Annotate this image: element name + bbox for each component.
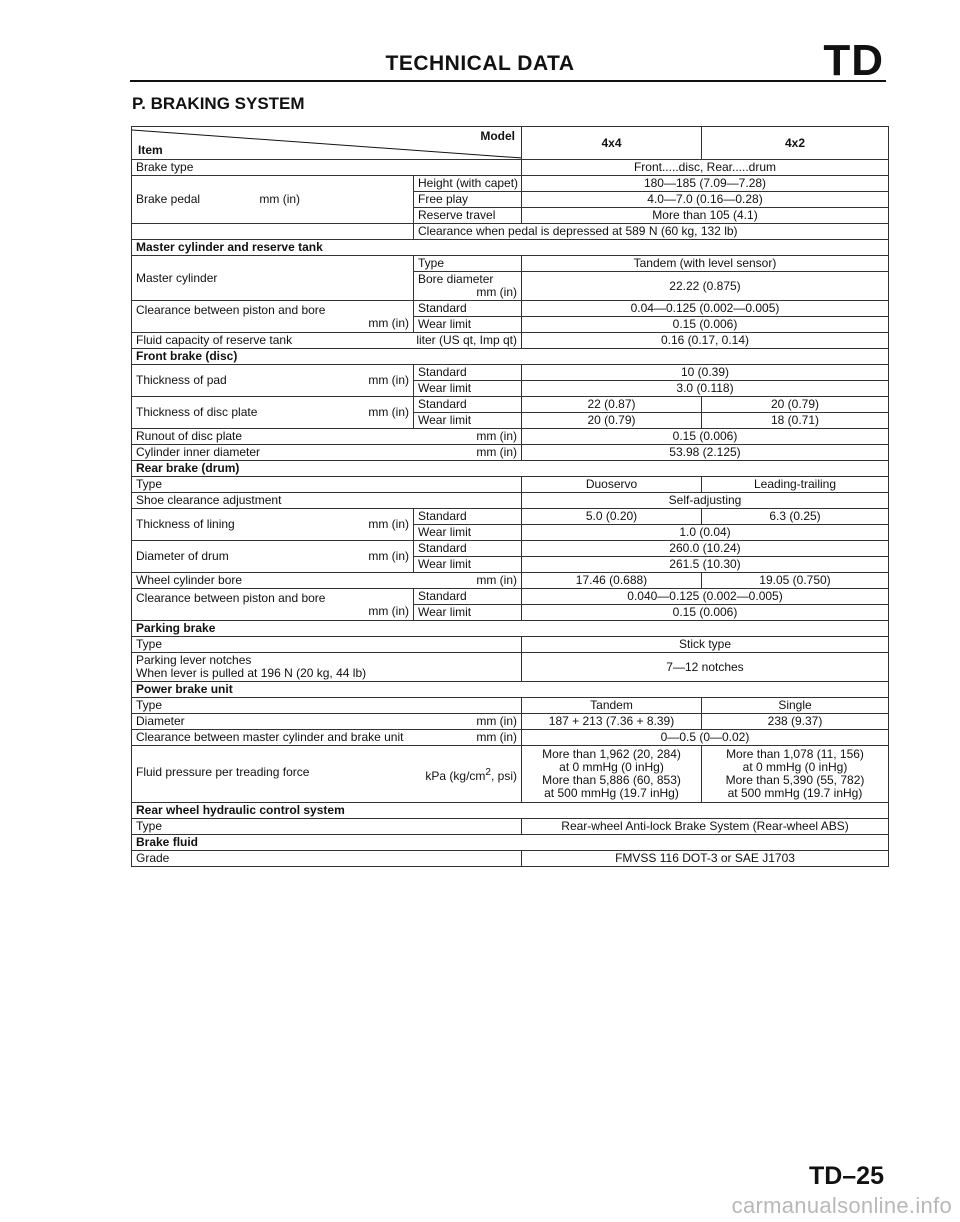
section-row — [132, 461, 889, 477]
section-row — [132, 803, 889, 819]
sub-label: Wear limit — [414, 381, 522, 397]
section-label: Rear wheel hydraulic control system — [132, 803, 889, 819]
table-header-row — [132, 127, 889, 160]
table-row — [132, 637, 889, 653]
value-4x2: 20 (0.79) — [702, 397, 889, 413]
value-4x4: Tandem — [522, 698, 702, 714]
row-label: Diameter mm (in) — [132, 714, 522, 730]
row-label: Runout of disc plate mm (in) — [132, 429, 522, 445]
row-value: 0—0.5 (0—0.02) — [522, 730, 889, 746]
row-label: Master cylinder — [132, 256, 414, 301]
section-label: Parking brake — [132, 621, 889, 637]
row-label: Type — [132, 698, 522, 714]
section-heading: P. BRAKING SYSTEM — [132, 94, 305, 113]
table-row — [132, 653, 889, 682]
value-4x4: 187 + 213 (7.36 + 8.39) — [522, 714, 702, 730]
section-label: Rear brake (drum) — [132, 461, 889, 477]
diagonal-divider — [132, 127, 522, 160]
value-4x2: 19.05 (0.750) — [702, 573, 889, 589]
table-row — [132, 730, 889, 746]
value-4x4: 5.0 (0.20) — [522, 509, 702, 525]
row-value: Tandem (with level sensor) — [522, 256, 889, 272]
row-value: 7—12 notches — [522, 653, 889, 682]
row-label: Clearance between piston and bore mm (in) — [132, 589, 414, 621]
row-label: Grade — [132, 851, 522, 867]
col-4x2: 4x2 — [702, 127, 889, 160]
sub-label: Standard — [414, 301, 522, 317]
sub-label: Wear limit — [414, 413, 522, 429]
value-4x4: More than 1,962 (20, 284) at 0 mmHg (0 inHg) More than 5,886 (60, 853) at 500 mmHg (19.7 inHg) — [522, 746, 702, 803]
value-4x2: Single — [702, 698, 889, 714]
row-value: 0.16 (0.17, 0.14) — [522, 333, 889, 349]
row-label: Fluid capacity of reserve tank liter (US qt, Imp qt) — [132, 333, 522, 349]
row-value: Front.....disc, Rear.....drum — [522, 160, 889, 176]
value-4x2: 18 (0.71) — [702, 413, 889, 429]
row-value: 0.15 (0.006) — [522, 605, 889, 621]
row-label: Type — [132, 637, 522, 653]
table-row — [132, 429, 889, 445]
row-value: Stick type — [522, 637, 889, 653]
value-4x4: Duoservo — [522, 477, 702, 493]
value-4x2: More than 1,078 (11, 156) at 0 mmHg (0 inHg) More than 5,390 (55, 782) at 500 mmHg (19.7 inHg) — [702, 746, 889, 803]
watermark: carmanualsonline.info — [731, 1193, 952, 1218]
sub-label: Standard — [414, 589, 522, 605]
table-row — [132, 445, 889, 461]
section-label: Brake fluid — [132, 835, 889, 851]
table-row — [132, 176, 889, 192]
table-row — [132, 477, 889, 493]
row-value: 260.0 (10.24) — [522, 541, 889, 557]
row-label: Diameter of drum mm (in) — [132, 541, 414, 573]
row-value: 0.04—0.125 (0.002—0.005) — [522, 301, 889, 317]
row-value: 22.22 (0.875) — [522, 272, 889, 301]
table-row — [132, 746, 889, 803]
sub-label: Wear limit — [414, 557, 522, 573]
row-value: 1.0 (0.04) — [522, 525, 889, 541]
page-title: TECHNICAL DATA — [385, 52, 575, 75]
section-label: Front brake (disc) — [132, 349, 889, 365]
value-4x4: 22 (0.87) — [522, 397, 702, 413]
table-row — [132, 397, 889, 413]
value-4x4: 20 (0.79) — [522, 413, 702, 429]
sub-label: Reserve travel — [414, 208, 522, 224]
col-4x4: 4x4 — [522, 127, 702, 160]
sub-label: Standard — [414, 397, 522, 413]
row-label: Thickness of pad mm (in) — [132, 365, 414, 397]
row-value: 0.15 (0.006) — [522, 317, 889, 333]
row-value: 53.98 (2.125) — [522, 445, 889, 461]
sub-label: Standard — [414, 541, 522, 557]
row-label: Fluid pressure per treading force kPa ($kg/cm^2$, psi) — [132, 746, 522, 803]
section-row — [132, 682, 889, 698]
row-value: Rear-wheel Anti-lock Brake System (Rear-wheel ABS) — [522, 819, 889, 835]
row-value: 261.5 (10.30) — [522, 557, 889, 573]
section-row — [132, 240, 889, 256]
sub-label: Wear limit — [414, 525, 522, 541]
section-label: Power brake unit — [132, 682, 889, 698]
row-label — [132, 224, 414, 240]
section-row — [132, 621, 889, 637]
row-value: More than 105 (4.1) — [522, 208, 889, 224]
table-row — [132, 573, 889, 589]
table-row — [132, 509, 889, 525]
table-row — [132, 493, 889, 509]
sub-label: Standard — [414, 509, 522, 525]
row-value: 0.15 (0.006) — [522, 429, 889, 445]
sub-label: Type — [414, 256, 522, 272]
section-label: Master cylinder and reserve tank — [132, 240, 889, 256]
row-label: Brake type — [132, 160, 522, 176]
row-label: Thickness of lining mm (in) — [132, 509, 414, 541]
table-row — [132, 365, 889, 381]
row-value: 10 (0.39) — [522, 365, 889, 381]
table-row — [132, 256, 889, 272]
row-label: Cylinder inner diameter mm (in) — [132, 445, 522, 461]
row-label: Clearance between master cylinder and brake unit mm (in) — [132, 730, 522, 746]
page-number: TD–25 — [808, 1162, 884, 1190]
table-row — [132, 819, 889, 835]
row-label: Type — [132, 819, 522, 835]
section-row — [132, 349, 889, 365]
row-label: Wheel cylinder bore mm (in) — [132, 573, 522, 589]
header-divider — [130, 80, 886, 82]
table-row — [132, 333, 889, 349]
section-code: TD — [823, 36, 884, 85]
row-label: Clearance between piston and bore mm (in) — [132, 301, 414, 333]
value-4x2: Leading-trailing — [702, 477, 889, 493]
row-label: Parking lever notches When lever is pulled at 196 N (20 kg, 44 lb) — [132, 653, 522, 682]
table-row — [132, 160, 889, 176]
value-4x2: 238 (9.37) — [702, 714, 889, 730]
row-value: 0.040—0.125 (0.002—0.005) — [522, 589, 889, 605]
sub-label: Bore diameter mm (in) — [414, 272, 522, 301]
sub-label: Wear limit — [414, 605, 522, 621]
spec-table — [131, 126, 889, 867]
model-item-corner — [132, 127, 522, 160]
table-row — [132, 714, 889, 730]
item-label: Item — [138, 143, 163, 157]
row-value: Self-adjusting — [522, 493, 889, 509]
sub-label: Free play — [414, 192, 522, 208]
row-value: 3.0 (0.118) — [522, 381, 889, 397]
row-value: FMVSS 116 DOT-3 or SAE J1703 — [522, 851, 889, 867]
row-value: Clearance when pedal is depressed at 589 N (60 kg, 132 lb) — [414, 224, 889, 240]
table-row — [132, 224, 889, 240]
row-label: Shoe clearance adjustment — [132, 493, 522, 509]
row-value: 4.0—7.0 (0.16—0.28) — [522, 192, 889, 208]
table-row — [132, 589, 889, 605]
sub-label: Height (with capet) — [414, 176, 522, 192]
row-label: Thickness of disc plate mm (in) — [132, 397, 414, 429]
table-row — [132, 698, 889, 714]
table-row — [132, 301, 889, 317]
section-row — [132, 835, 889, 851]
table-row — [132, 851, 889, 867]
value-4x4: 17.46 (0.688) — [522, 573, 702, 589]
sub-label: Standard — [414, 365, 522, 381]
sub-label: Wear limit — [414, 317, 522, 333]
table-row — [132, 541, 889, 557]
row-label: Brake pedal mm (in) — [132, 176, 414, 224]
row-value: 180—185 (7.09—7.28) — [522, 176, 889, 192]
value-4x2: 6.3 (0.25) — [702, 509, 889, 525]
model-label: Model — [480, 129, 515, 143]
row-label: Type — [132, 477, 522, 493]
